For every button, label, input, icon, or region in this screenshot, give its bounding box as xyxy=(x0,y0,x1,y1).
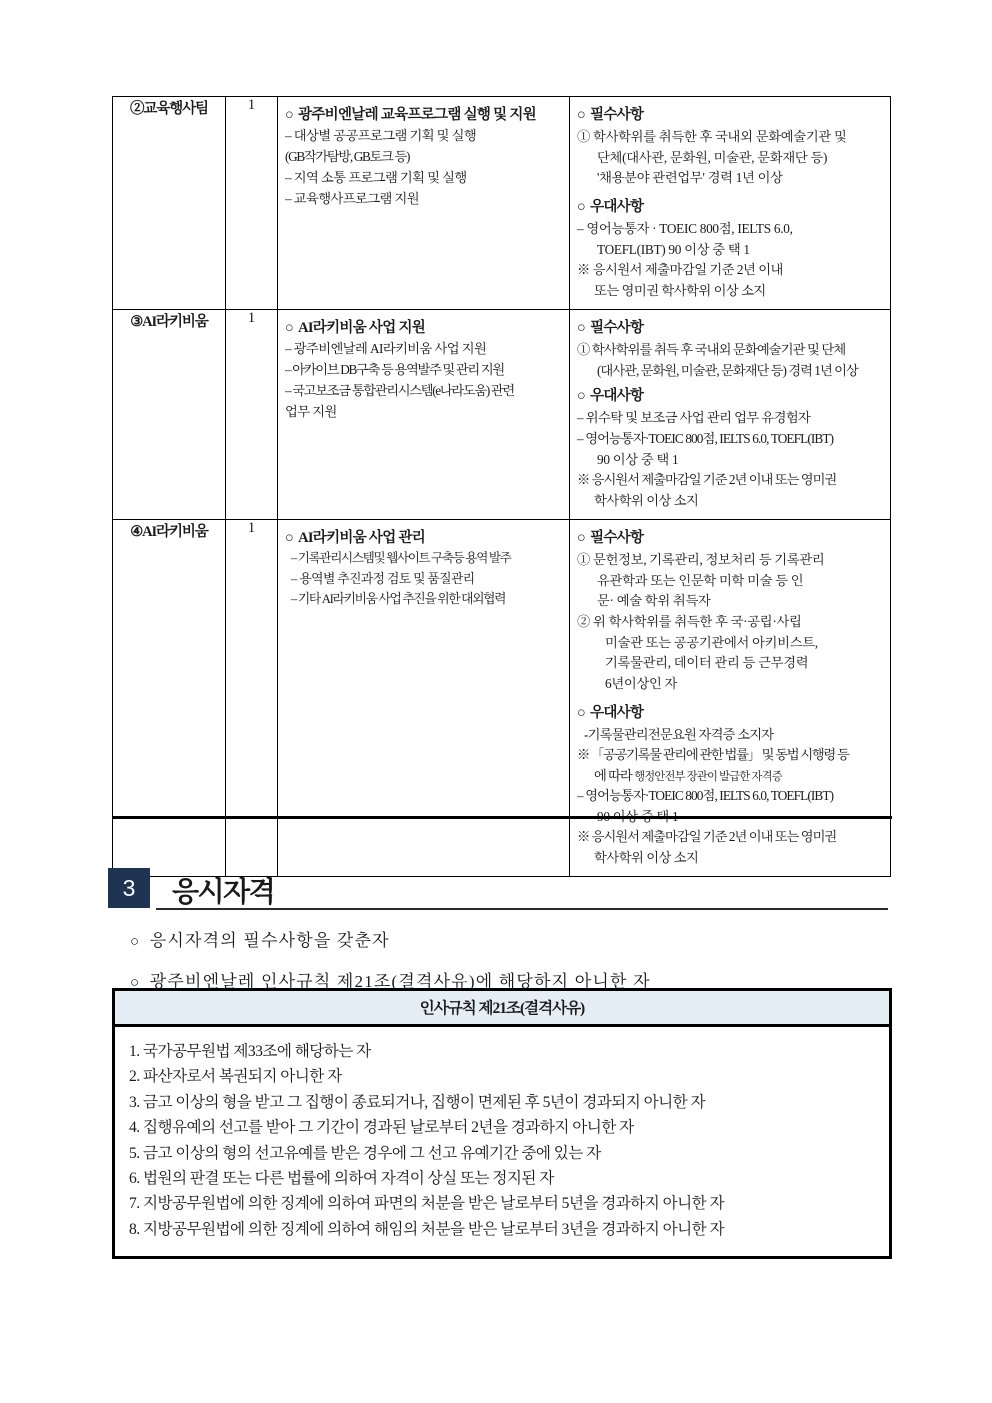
list-item: 2. 파산자로서 복권되지 아니한 자 xyxy=(129,1068,342,1086)
duty-cell xyxy=(278,97,570,310)
list-item: 3. 금고 이상의 형을 받고 그 집행이 종료되거나, 집행이 면제된 후 5년이 경과되지 아니한 자 xyxy=(129,1093,706,1111)
disqualification-rules-table xyxy=(112,988,892,1259)
required-label: ○ 필수사항 xyxy=(577,320,644,336)
qualification-cell xyxy=(570,310,891,520)
preferred-item: 90 이상 중 택 1 xyxy=(597,451,679,467)
rule-table-body xyxy=(115,1027,889,1256)
duty-item: – 광주비엔날레 AI라키비움 사업 지원 xyxy=(285,341,487,356)
duty-item: – 아카이브 DB구축 등 용역발주 및 관리 지원 xyxy=(285,361,504,377)
note-item: ※ 응시원서 제출마감일 기준 2년 이내 또는 영미권 xyxy=(577,829,837,845)
page-title: 응시자격 xyxy=(172,876,275,907)
list-item: 5. 금고 이상의 형의 선고유예를 받은 경우에 그 선고 유예기간 중에 있는 자 xyxy=(129,1144,601,1162)
preferred-item: -기록물관리전문요원 자격증 소지자 xyxy=(584,726,774,742)
table-row xyxy=(113,519,891,876)
required-item: ① 학사학위를 취득한 후 국내외 문화예술기관 및 xyxy=(577,129,847,144)
list-item: 7. 지방공무원법에 의한 징계에 의하여 파면의 처분을 받은 날로부터 5년을 경과하지 아니한 자 xyxy=(129,1195,725,1213)
required-item: 문· 예술 학위 취득자 xyxy=(597,593,711,609)
preferred-label: ○ 우대사항 xyxy=(577,704,644,721)
section-number-badge: 3 xyxy=(108,868,150,908)
duty-item: – 기록관리시스템및 웹사이트 구축등 용역 발주 xyxy=(291,550,511,565)
duty-item: 업무 지원 xyxy=(285,403,337,419)
circle-bullet-icon: ○ xyxy=(130,975,139,991)
position-name-cell: ②교육행사팀 xyxy=(113,97,226,310)
preferred-item: – 영어능통자·TOEIC 800점, IELTS 6.0, TOEFL(IBT) xyxy=(577,787,834,803)
duty-title: ○ AI라키비움 사업 관리 xyxy=(285,529,426,546)
note-item: 학사학위 이상 소지 xyxy=(594,849,699,865)
table-bottom-rule xyxy=(112,816,892,819)
circle-bullet-icon: ○ xyxy=(285,320,294,336)
qualification-cell xyxy=(570,97,891,310)
duty-item: – 기타 AI라키비움 사업 추진을 위한 대외협력 xyxy=(291,591,506,606)
circle-bullet-icon: ○ xyxy=(285,529,294,546)
job-positions-table xyxy=(112,96,891,877)
required-item: 미술관 또는 공공기관에서 아키비스트, xyxy=(605,634,818,650)
duty-item: – 교육행사프로그램 지원 xyxy=(285,190,419,206)
duty-item: – 대상별 공공프로그램 기획 및 실행 xyxy=(285,128,477,143)
required-item: '채용분야 관련업무' 경력 1년 이상 xyxy=(597,170,783,186)
duty-item: – 국고보조금 통합관리시스템(e나라도움) 관련 xyxy=(285,382,514,398)
position-count-cell: 1 xyxy=(226,97,278,310)
circle-bullet-icon: ○ xyxy=(577,529,586,546)
preferred-item: TOEFL(IBT) 90 이상 중 택 1 xyxy=(597,241,750,257)
required-item: 기록물관리, 데이터 관리 등 근무경력 xyxy=(605,655,809,671)
note-item: ※ 응시원서 제출마감일 기준 2년 이내 xyxy=(577,262,783,278)
circle-bullet-icon: ○ xyxy=(577,388,586,405)
note-item: ※ 응시원서 제출마감일 기준 2년 이내 또는 영미권 xyxy=(577,472,837,488)
note-item: 학사학위 이상 소지 xyxy=(594,492,699,508)
circle-bullet-icon: ○ xyxy=(285,107,294,123)
duty-title: ○ AI라키비움 사업 지원 xyxy=(285,320,426,336)
duty-title: ○ 광주비엔날레 교육프로그램 실행 및 지원 xyxy=(285,107,536,123)
table-row xyxy=(113,310,891,520)
duty-cell xyxy=(278,310,570,520)
required-item: 유관학과 또는 인문학 미학 미술 등 인 xyxy=(597,572,804,588)
circle-bullet-icon: ○ xyxy=(577,199,586,216)
list-item: 1. 국가공무원법 제33조에 해당하는 자 xyxy=(129,1043,371,1060)
rule-table-header: 인사규칙 제21조(결격사유) xyxy=(115,991,889,1027)
note-item: 에 따라 행정안전부 장관이 발급한 자격증 xyxy=(594,767,782,783)
table-row xyxy=(113,97,891,310)
preferred-label: ○ 우대사항 xyxy=(577,199,644,216)
duty-cell xyxy=(278,519,570,876)
circle-bullet-icon: ○ xyxy=(577,320,586,336)
position-name-cell: ④AI라키비움 xyxy=(113,519,226,876)
note-item: ※ 「공공기록물 관리에 관한 법률」 및 동법 시행령 등 xyxy=(577,747,849,763)
required-label: ○ 필수사항 xyxy=(577,107,644,123)
required-item: ① 학사학위를 취득 후 국내외 문화예술기관 및 단체 xyxy=(577,342,846,357)
preferred-item: 90 이상 중 택 1 xyxy=(597,808,679,824)
section-eligibility xyxy=(108,860,888,992)
required-item: (대사관, 문화원, 미술관, 문화재단 등) 경력 1년 이상 xyxy=(597,362,858,378)
required-label: ○ 필수사항 xyxy=(577,529,644,546)
position-count-cell: 1 xyxy=(226,519,278,876)
duty-item: – 지역 소통 프로그램 기획 및 실행 xyxy=(285,169,467,185)
circle-bullet-icon: ○ xyxy=(130,934,139,950)
note-item: 또는 영미권 학사학위 이상 소지 xyxy=(594,282,766,298)
duty-item: – 용역별 추진과정 검토 및 품질관리 xyxy=(291,571,475,586)
preferred-item: – 위수탁 및 보조금 사업 관리 업무 유경험자 xyxy=(577,410,811,426)
duty-item: (GB작가탐방, GB토크 등) xyxy=(285,148,410,164)
list-item: 8. 지방공무원법에 의한 징계에 의하여 해임의 처분을 받은 날로부터 3년을 경과하지 아니한 자 xyxy=(129,1220,725,1238)
section-heading-row xyxy=(108,860,888,908)
required-item: 6년이상인 자 xyxy=(605,675,678,691)
preferred-item: – 영어능통자·TOEIC 800점, IELTS 6.0, TOEFL(IBT) xyxy=(577,431,834,447)
circle-bullet-icon: ○ xyxy=(577,107,586,123)
required-item: 단체(대사관, 문화원, 미술관, 문화재단 등) xyxy=(597,149,828,165)
preferred-label: ○ 우대사항 xyxy=(577,388,644,405)
eligibility-bullet: ○ 응시자격의 필수사항을 갖춘자 xyxy=(130,931,390,950)
eligibility-bullet: ○ 광주비엔날레 인사규칙 제21조(결격사유)에 해당하지 아니한 자 xyxy=(130,972,651,991)
qualification-cell xyxy=(570,519,891,876)
required-item: ② 위 학사학위를 취득한 후 국·공립·사립 xyxy=(577,613,802,629)
position-name-cell: ③AI라키비움 xyxy=(113,310,226,520)
list-item: 4. 집행유예의 선고를 받아 그 기간이 경과된 날로부터 2년을 경과하지 아니한 자 xyxy=(129,1119,634,1137)
position-count-cell: 1 xyxy=(226,310,278,520)
section-divider xyxy=(156,908,888,910)
list-item: 6. 법원의 판결 또는 다른 법률에 의하여 자격이 상실 또는 정지된 자 xyxy=(129,1170,554,1188)
circle-bullet-icon: ○ xyxy=(577,704,586,721)
required-item: ① 문헌정보, 기록관리, 정보처리 등 기록관리 xyxy=(577,551,825,567)
preferred-item: – 영어능통자 · TOEIC 800점, IELTS 6.0, xyxy=(577,221,793,237)
